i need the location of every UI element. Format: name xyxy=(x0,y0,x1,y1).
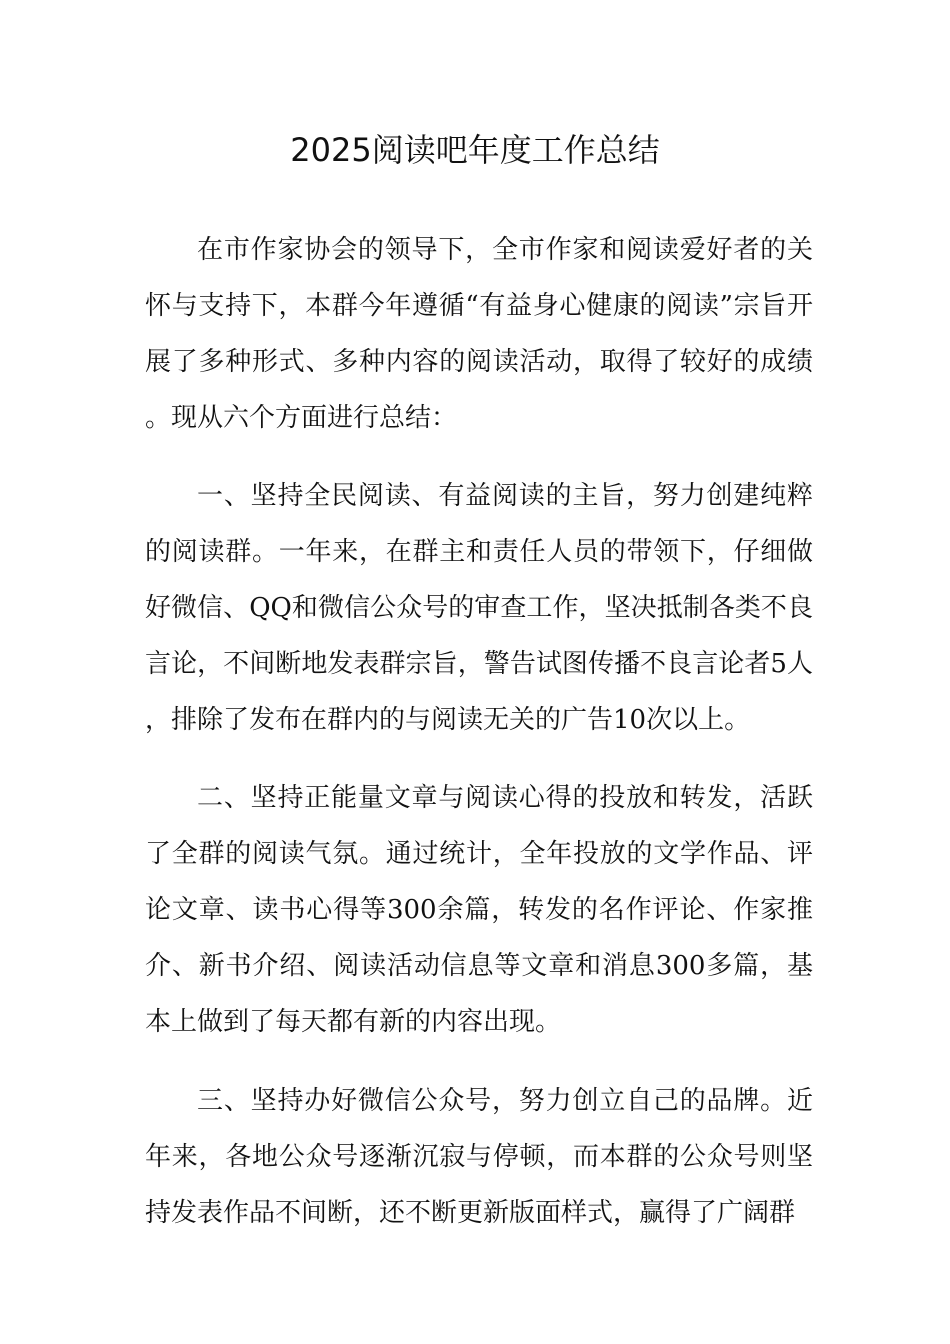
paragraph-section-2: 二、坚持正能量文章与阅读心得的投放和转发，活跃了全群的阅读气氛。通过统计，全年投放的文学作品、评论文章、读书心得等300余篇，转发的名作评论、作家推介、新书介绍、阅读活动信息等文章和消息300多篇，基本上做到了每天都有新的内容出现。 xyxy=(145,783,813,1037)
paragraph-intro: 在市作家协会的领导下，全市作家和阅读爱好者的关怀与支持下，本群今年遵循“有益身心健康的阅读”宗旨开展了多种形式、多种内容的阅读活动，取得了较好的成绩。现从六个方面进行总结： xyxy=(145,235,813,433)
paragraph-section-3: 三、坚持办好微信公众号，努力创立自己的品牌。近年来，各地公众号逐渐沉寂与停顿，而本群的公众号则坚持发表作品不间断，还不断更新版面样式，赢得了广阔群 xyxy=(145,1086,813,1228)
document-title: 2025阅读吧年度工作总结 xyxy=(290,131,660,169)
paragraph-section-1: 一、坚持全民阅读、有益阅读的主旨，努力创建纯粹的阅读群。一年来，在群主和责任人员的带领下，仔细做好微信、QQ和微信公众号的审查工作，坚决抵制各类不良言论，不间断地发表群宗旨，警告试图传播不良言论者5人，排除了发布在群内的与阅读无关的广告10次以上。 xyxy=(145,481,813,735)
